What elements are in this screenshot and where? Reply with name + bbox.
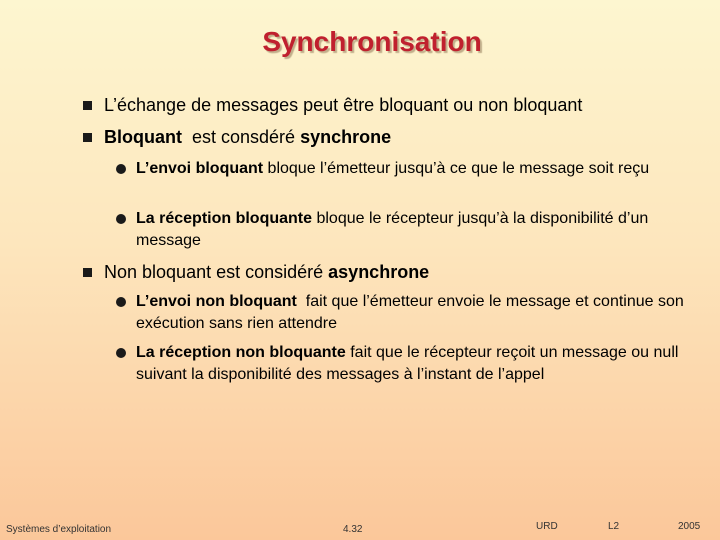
bullet-1-text bbox=[104, 94, 582, 116]
sub-bullet-2-2-strong: La réception bloquante bbox=[136, 210, 313, 227]
bullet-2-text bbox=[104, 126, 391, 148]
footer-year: 2005 bbox=[678, 521, 701, 532]
bullet-3-text bbox=[104, 261, 429, 283]
bullet-3-middle: est considéré bbox=[211, 262, 329, 282]
sub-bullet-3-1-strong: L’envoi non bloquant bbox=[136, 293, 297, 310]
round-bullet-icon bbox=[116, 348, 126, 358]
footer-organization: URD bbox=[536, 521, 558, 532]
round-bullet-icon bbox=[116, 214, 126, 224]
footer-page-number: 4.32 bbox=[343, 524, 363, 535]
sub-bullet-3-2-strong: La réception non bloquante bbox=[136, 344, 346, 361]
square-bullet-icon bbox=[83, 133, 92, 142]
sub-bullet-3-2-text bbox=[136, 342, 692, 386]
bullet-1-label: L’échange de messages peut être bloquant ou non bloquant bbox=[104, 95, 583, 115]
bullet-2-strong-keyword: synchrone bbox=[300, 127, 392, 147]
sub-bullet-3-2-rest: fait que le récepteur reçoit un message ou null suivant la disponibilité des messages à l’instant de l’appel bbox=[136, 344, 679, 383]
bullet-2-strong-term: Bloquant bbox=[104, 127, 182, 147]
bullet-2-middle: est consdéré bbox=[182, 127, 301, 147]
sub-bullet-3-1-text bbox=[136, 291, 692, 335]
square-bullet-icon bbox=[83, 101, 92, 110]
bullet-3-strong-keyword: asynchrone bbox=[328, 262, 430, 282]
round-bullet-icon bbox=[116, 297, 126, 307]
sub-bullet-3-1-rest: fait que l’émetteur envoie le message et continue son exécution sans rien attendre bbox=[136, 293, 689, 332]
round-bullet-icon bbox=[116, 164, 126, 174]
sub-bullet-2-2-rest: bloque le récepteur jusqu’à la disponibilité d’un message bbox=[136, 210, 649, 249]
sub-bullet-2-1-strong: L’envoi bloquant bbox=[136, 160, 264, 177]
sub-bullet-2-2-text bbox=[136, 208, 692, 252]
bullet-3-strong-term: Non bloquant bbox=[104, 262, 212, 282]
footer-level: L2 bbox=[608, 521, 620, 532]
footer-course-name: Systèmes d’exploitation bbox=[6, 524, 112, 535]
sub-bullet-2-1-text bbox=[136, 158, 692, 180]
sub-bullet-2-1-rest: bloque l’émetteur jusqu’à ce que le message soit reçu bbox=[263, 160, 650, 177]
square-bullet-icon bbox=[83, 268, 92, 277]
slide-title: Synchronisation bbox=[262, 26, 482, 57]
